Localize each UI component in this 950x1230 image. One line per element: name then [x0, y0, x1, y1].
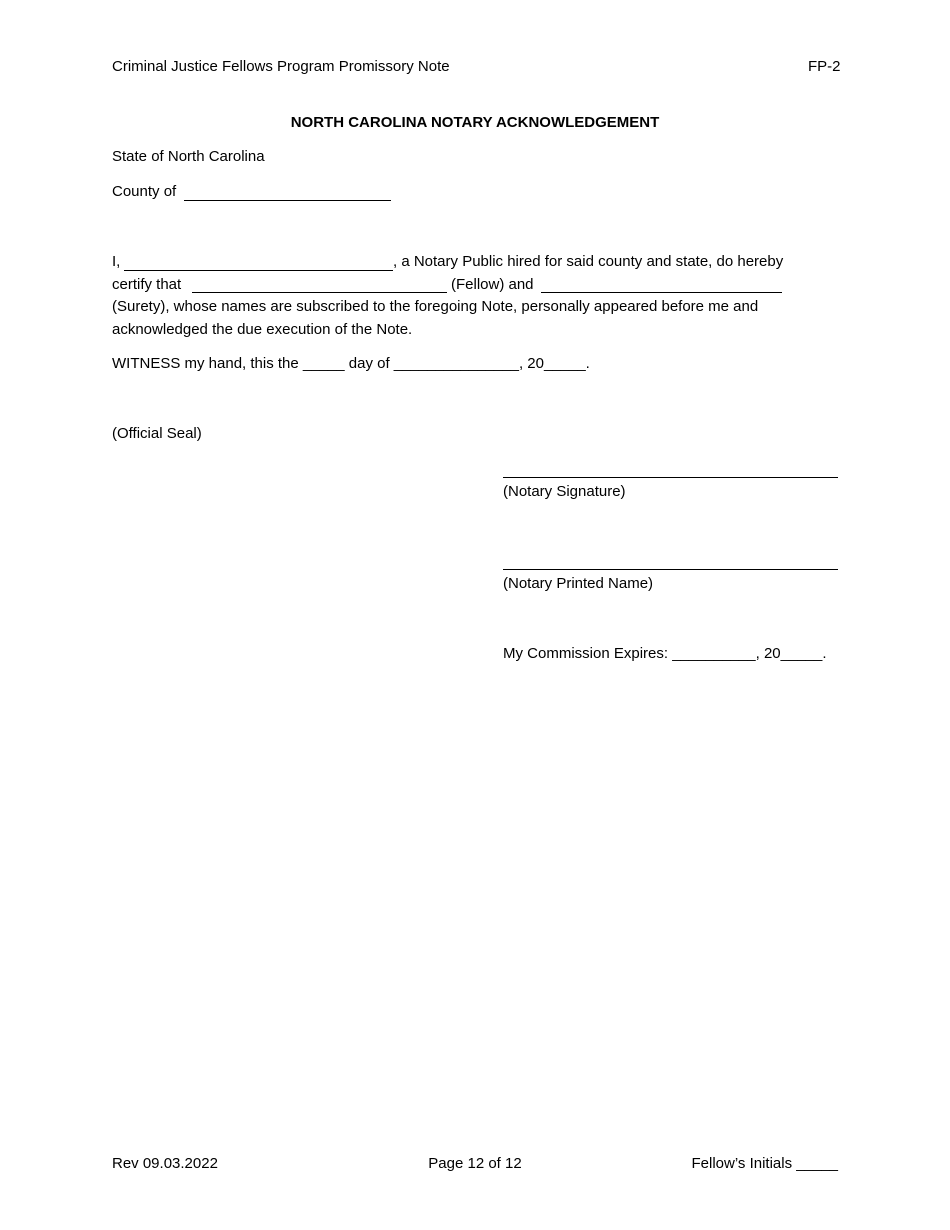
state-line: State of North Carolina	[112, 148, 265, 165]
notary-printed-name-line[interactable]	[503, 569, 838, 570]
official-seal-label: (Official Seal)	[112, 425, 202, 442]
form-code: FP-2	[808, 58, 841, 75]
footer-revision: Rev 09.03.2022	[112, 1155, 218, 1172]
footer-initials: Fellow’s Initials _____	[691, 1155, 838, 1172]
cert-line1-prefix: I,	[112, 253, 121, 270]
cert-line1-suffix: , a Notary Public hired for said county and state, do hereby	[393, 253, 784, 270]
cert-line3: (Surety), whose names are subscribed to the foregoing Note, personally appeared before me and	[112, 298, 759, 315]
county-blank[interactable]	[184, 200, 391, 201]
notary-printed-name-label: (Notary Printed Name)	[503, 575, 654, 592]
notary-name-blank[interactable]	[124, 270, 393, 271]
notary-signature-line[interactable]	[503, 477, 838, 478]
page-title: NORTH CAROLINA NOTARY ACKNOWLEDGEMENT	[290, 114, 660, 131]
county-label: County of	[112, 183, 177, 200]
notary-signature-label: (Notary Signature)	[503, 483, 626, 500]
fellow-name-blank[interactable]	[192, 292, 447, 293]
cert-line2-prefix: certify that	[112, 276, 182, 293]
surety-name-blank[interactable]	[541, 292, 782, 293]
footer-page-number: Page 12 of 12	[428, 1155, 522, 1172]
cert-line2-middle: (Fellow) and	[451, 276, 534, 293]
witness-line: WITNESS my hand, this the _____ day of _______________, 20_____.	[112, 355, 590, 372]
commission-expires-line: My Commission Expires: __________, 20_____.	[503, 645, 827, 662]
header-title: Criminal Justice Fellows Program Promissory Note	[112, 58, 450, 75]
cert-line4: acknowledged the due execution of the Note.	[112, 321, 413, 338]
